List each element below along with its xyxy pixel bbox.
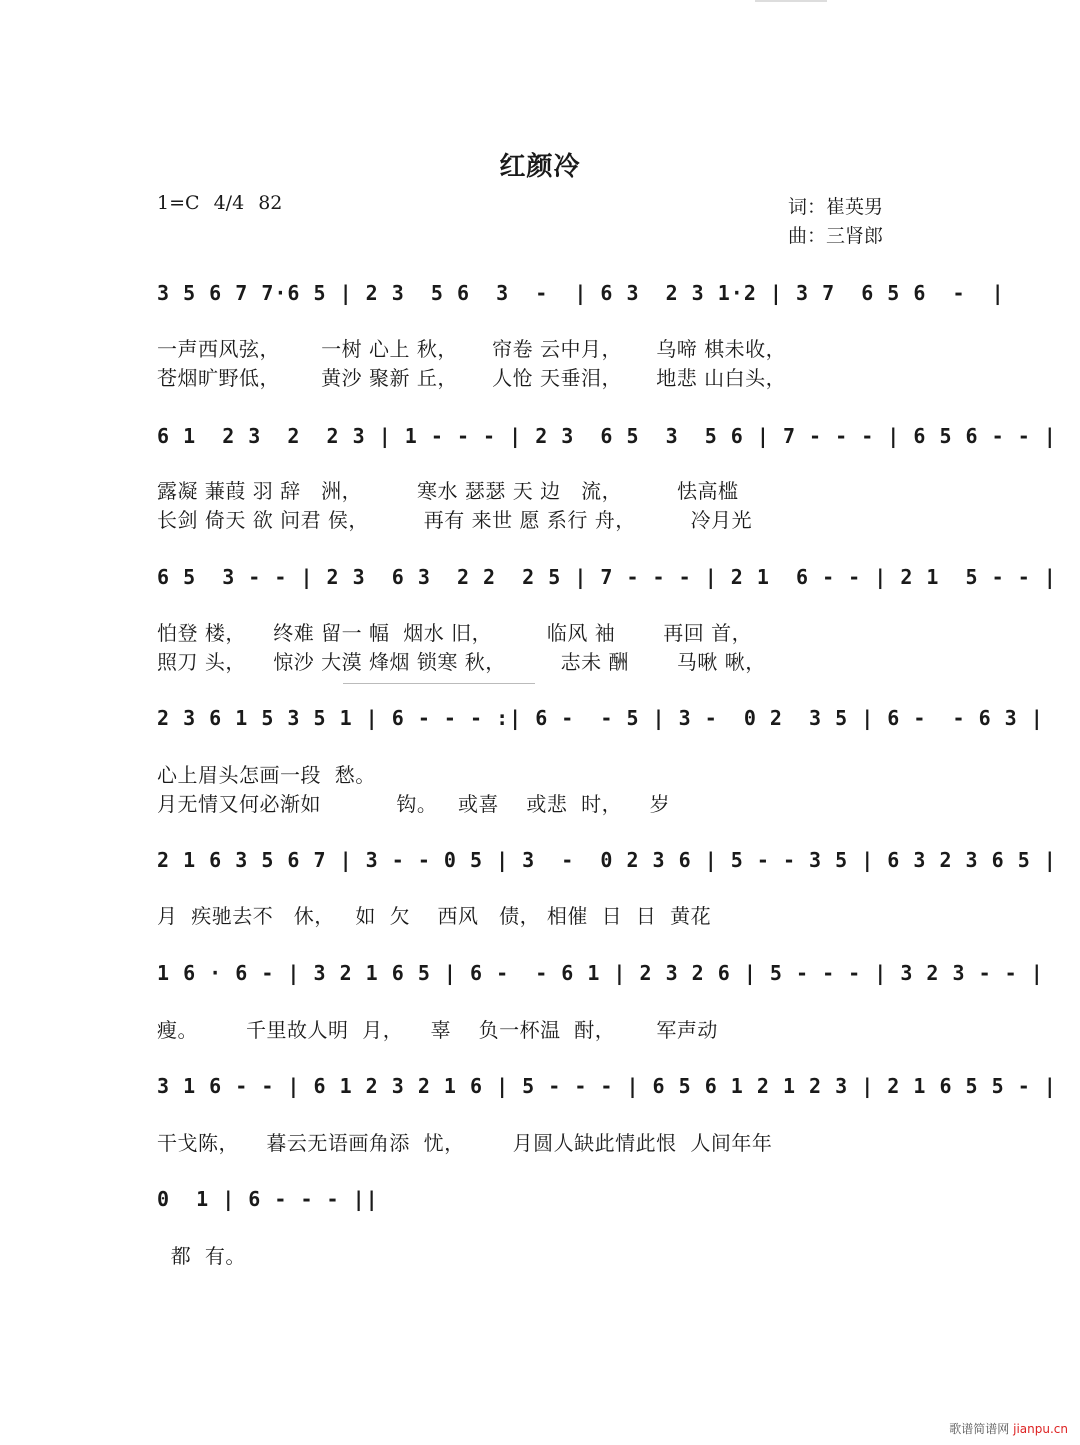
- lyric-line-3a: 怕登 楼， 终难 留一 幅 烟水 旧， 临风 袖 再回 首，: [157, 621, 753, 645]
- notation-line-3: 6 5 3 - - | 2 3 6 3 2 2 2 5 | 7 - - - | 2 1 6 - - | 2 1 5 - - |: [157, 565, 1057, 589]
- watermark-site: 歌谱简谱网: [949, 1422, 1010, 1436]
- lyric-line-4a: 心上眉头怎画一段 愁。: [157, 763, 376, 787]
- watermark: [949, 1420, 1068, 1437]
- notation-line-6: 1 6 · 6 - | 3 2 1 6 5 | 6 - - 6 1 | 2 3 2 6 | 5 - - - | 3 2 3 - - |: [157, 961, 1044, 985]
- lyric-line-6: 瘦。 千里故人明 月， 辜 负一杯温 酎， 军声动: [157, 1018, 718, 1042]
- notation-line-8: 0 1 | 6 - - - ||: [157, 1187, 379, 1211]
- lyric-line-3b: 照刀 头， 惊沙 大漠 烽烟 锁寒 秋， 志未 酬 马啾 啾，: [157, 650, 766, 674]
- notation-line-2: 6 1 2 3 2 2 3 | 1 - - - | 2 3 6 5 3 5 6 | 7 - - - | 6 5 6 - - |: [157, 424, 1057, 448]
- top-edge-line: [755, 0, 827, 2]
- lyric-line-7: 干戈陈， 暮云无语画角添 忧， 月圆人缺此情此恨 人间年年: [157, 1131, 773, 1155]
- lyricist-credit: 词：崔英男: [788, 196, 884, 218]
- lyric-line-1a: 一声西风弦， 一树 心上 秋， 帘卷 云中月， 乌啼 棋未收，: [157, 337, 787, 361]
- watermark-domain: jianpu.cn: [1013, 1422, 1068, 1436]
- song-title: 红颜冷: [499, 152, 581, 182]
- lyric-line-8: 都 有。: [157, 1244, 246, 1268]
- lyric-line-2b: 长剑 倚天 欲 问君 侯， 再有 来世 愿 系行 舟， 冷月光: [157, 508, 753, 532]
- lyric-line-2a: 露凝 蒹葭 羽 辞 洲， 寒水 瑟瑟 天 边 流， 怯高槛: [157, 479, 739, 503]
- key-time-tempo: 1=C 4/4 82: [157, 192, 283, 214]
- lyric-line-4b: 月无情又何必渐如 钩。 或喜 或悲 时， 岁: [157, 792, 671, 816]
- notation-line-5: 2 1 6 3 5 6 7 | 3 - - 0 5 | 3 - 0 2 3 6 | 5 - - 3 5 | 6 3 2 3 6 5 |: [157, 848, 1057, 872]
- composer-credit: 曲：三肾郎: [788, 225, 884, 247]
- notation-line-4: 2 3 6 1 5 3 5 1 | 6 - - - :| 6 - - 5 | 3 - 0 2 3 5 | 6 - - 6 3 |: [157, 706, 1044, 730]
- faint-line: [343, 683, 535, 684]
- lyric-line-5: 月 疾驰去不 休， 如 欠 西风 债， 相催 日 日 黄花: [157, 904, 712, 928]
- notation-line-1: 3 5 6 7 7·6 5 | 2 3 5 6 3 - | 6 3 2 3 1·2 | 3 7 6 5 6 - |: [157, 281, 1005, 305]
- lyric-line-1b: 苍烟旷野低， 黄沙 聚新 丘， 人怆 天垂泪， 地悲 山白头，: [157, 366, 787, 390]
- notation-line-7: 3 1 6 - - | 6 1 2 3 2 1 6 | 5 - - - | 6 5 6 1 2 1 2 3 | 2 1 6 5 5 - |: [157, 1074, 1057, 1098]
